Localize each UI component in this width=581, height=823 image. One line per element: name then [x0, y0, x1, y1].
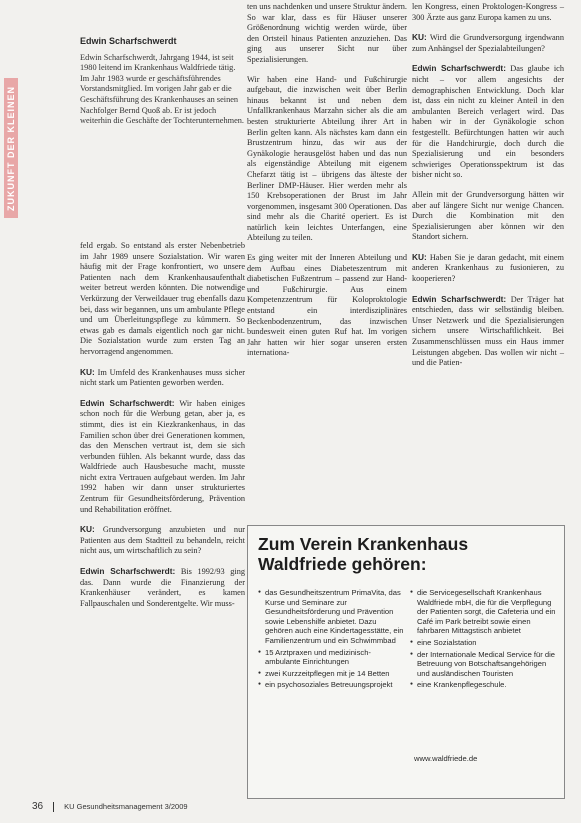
answer-text: Das glaube ich nicht – vor allem angesichts der demographischen Entwicklung. Doch klar ist, dass ein nicht zu kleiner Anteil in den ambulanten Bereich verlagert wird. Das haben wir in der Gynäkologie schon festgestellt. Befürchtungen hatten wir auch für die Handchirurgie, doch durch die Spezialisierung und ein besonders schwieriges Operationsspektrum ist das bisher nicht so.	[412, 64, 564, 180]
section-band	[4, 78, 18, 218]
answer-text: Bis 1992/93 ging das. Dann wurde die Finanzierung der Krankenhäuser verändert, es kamen Fallpauschalen und Sonderentgelte. Wir muss-	[80, 567, 245, 608]
info-list-left	[258, 588, 404, 692]
speaker-label: Edwin Scharfschwerdt:	[412, 63, 506, 74]
question-label: KU:	[80, 366, 95, 377]
column-1	[80, 241, 245, 618]
paragraph: Allein mit der Grundversorgung hätten wir aber auf längere Sicht nur wenige Chancen. Durch die Kombination mit den Spezialisierungen aber können wir den Standort sichern.	[412, 189, 564, 242]
info-box-title: Zum Verein Krankenhaus Waldfriede gehören:	[258, 534, 469, 574]
footer-divider	[53, 802, 54, 812]
interview-question	[80, 367, 245, 389]
speaker-label: Edwin Scharfschwerdt:	[80, 566, 176, 577]
list-item: ● 15 Arztpraxen und medizinisch-ambulante Einrichtungen	[258, 648, 404, 667]
answer-text: Der Träger hat entschieden, dass wir selbständig bleiben. Unser Netzwerk und die Spezialisierungen sichern unsere Wirtschaftlichkeit. Bei Zusammenschlüssen muss ein Haus immer Leistungen abgeben. Das wollen wir nicht – und die Patien-	[412, 294, 565, 368]
interview-question	[412, 252, 564, 285]
column-3	[412, 2, 564, 378]
bio-box	[80, 36, 245, 127]
paragraph: ten uns nachdenken und unsere Struktur ändern. So war klar, dass es für Häuser unserer Größenordnung wichtig werden würde, über den Ortsteil hinaus Patienten anzuziehen. Das ging aus unserer Sicht nur über Spezialisierungen.	[247, 2, 407, 64]
question-label: KU:	[80, 524, 95, 535]
info-list-right	[410, 588, 556, 692]
question-label: KU:	[412, 251, 427, 262]
paragraph: feld ergab. So entstand als erster Nebenbetrieb im Jahr 1989 unsere Sozialstation. Wir waren häufig mit der Frage konfrontiert, wo unsere Patienten nach dem Krankenhausaufenthalt weiter betreut werden könnten. Die notwendige Verkürzung der Verweildauer trug ebenfalls dazu bei, dass wir begannen, uns um ambulante Pflege und um Überleitungspflege zu kümmern. So etwas gab es damals eigentlich noch gar nicht. Die Sozialstation wurde zum ersten Tag an hervorragend angenommen.	[80, 241, 245, 356]
speaker-label: Edwin Scharfschwerdt:	[80, 397, 175, 408]
interview-question	[80, 524, 245, 557]
page-number: 36	[32, 801, 44, 812]
question-text: Grundversorgung anzubieten und nur Patienten aus dem Stadtteil zu behandeln, reicht nicht aus, um wirtschaftlich zu sein?	[80, 525, 245, 556]
answer-text: Wir haben einiges schon noch für die Werbung getan, aber ja, es stimmt, dies ist ein Kiezkrankenhaus, in das Familien schon über drei Generationen kommen, das den Menschen vertraut ist, dem sie sich verbunden fühlen. Als bekannt wurde, dass das Waldfriede auch Hausbesuche macht, musste nicht extra Vertrauen aufgebaut werden. Im Jahr 1992 haben wir dann unser strukturiertes Zentrum für Gesundheitsförderung, Prävention und Rehabilitation eröffnet.	[80, 398, 245, 514]
publication-name: KU Gesundheitsmanagement 3/2009	[64, 802, 188, 811]
paragraph: Es ging weiter mit der Inneren Abteilung und dem Aufbau eines Diabeteszentrum mit diabetischen Fußzentrum – passend zur Hand- und Fußchirurgie. Aus einem Kompetenzzentrum für Koloproktologie entstand ein interdisziplinäres Beckenbodenzentrum, das inzwischen bundesweit einen guten Ruf hat. Im vorigen Jahr hatten wir hier sogar unseren ersten internationa-	[247, 253, 407, 358]
page-footer	[32, 801, 188, 812]
info-box	[247, 525, 565, 799]
list-item: ● die Servicegesellschaft Krankenhaus Waldfriede mbH, die für die Verpflegung der Patienten sorgt, die Cafeteria und ein Café im Park betreibt sowie einen fahrbaren Mittagstisch anbietet	[410, 588, 556, 636]
list-item: ● eine Sozialstation	[410, 638, 556, 648]
question-text: Im Umfeld des Krankenhauses muss sicher nicht stark um Patienten geworben werden.	[80, 367, 246, 388]
interview-answer	[412, 63, 564, 181]
section-band-label: ZUKUNFT DER KLEINEN	[6, 85, 16, 211]
website-link[interactable]: www.waldfriede.de	[414, 754, 478, 763]
interview-answer	[80, 398, 245, 516]
interview-answer	[412, 294, 564, 369]
list-item: ● ein psychosoziales Betreuungsprojekt	[258, 680, 404, 690]
column-2	[247, 2, 407, 368]
bio-text: Edwin Scharfschwerdt, Jahrgang 1944, ist seit 1980 leitend im Krankenhaus Waldfriede tätig. Im Jahr 1983 wurde er geschäftsführendes Vorstandsmitglied. Im vorigen Jahr gab er die Geschäftsführung des Krankenhauses an seinen Nachfolger Bernd Quoß ab. Er ist jedoch weiterhin die Geschäfte der Tochterunternehmen.	[80, 52, 244, 126]
question-label: KU:	[412, 32, 427, 43]
list-item: ● eine Krankenpflegeschule.	[410, 680, 556, 690]
bio-title: Edwin Scharfschwerdt	[80, 36, 177, 46]
question-text: Wird die Grundversorgung irgendwann zum Anhängsel der Spezialabteilungen?	[412, 33, 564, 53]
interview-answer	[80, 566, 245, 609]
list-item: ● das Gesundheitszentrum PrimaVita, das Kurse und Seminare zur Gesundheitsförderung und Prävention sowie Lebenshilfe anbietet. Dazu gehören auch eine Kindertagesstätte, ein Familienzentrum und ein Schwimmbad	[258, 588, 404, 646]
paragraph: len Kongress, einen Proktologen-Kongress – 300 Ärzte aus ganz Europa kamen zu uns.	[412, 2, 564, 22]
question-text: Haben Sie je daran gedacht, mit einem anderen Krankenhaus zu fusionieren, zu kooperieren?	[412, 252, 565, 284]
list-item: ● der Internationale Medical Service für die Betreuung von Botschaftsangehörigen und ausländischen Touristen	[410, 650, 556, 679]
interview-question	[412, 32, 564, 54]
paragraph: Wir haben eine Hand- und Fußchirurgie aufgebaut, die inzwischen weit über Berlin hinaus bekannt ist und neben dem Unfallkrankenhaus Marzahn sicher als die am besten strukturierte Abteilung ihrer Art in Berlin gelten kann. Als nächstes kam dann ein Brustzentrum hinzu, das wir aus der Gynäkologie herausgelöst haben und das nun als eigenständige Abteilung mit eigenem Chefarzt tätig ist – übrigens das älteste der Berliner DMP-Häuser. Hier werden mehr als 150 Krebsoperationen der Brust im Jahr vorgenommen, insgesamt 300 Operationen. Das sind mehr als die Charité operiert. Es ist natürlich kein leichtes Unterfangen, eine Abteilung zu teilen.	[247, 74, 407, 243]
speaker-label: Edwin Scharfschwerdt:	[412, 293, 507, 304]
list-item: ● zwei Kurzzeitpflegen mit je 14 Betten	[258, 669, 404, 679]
